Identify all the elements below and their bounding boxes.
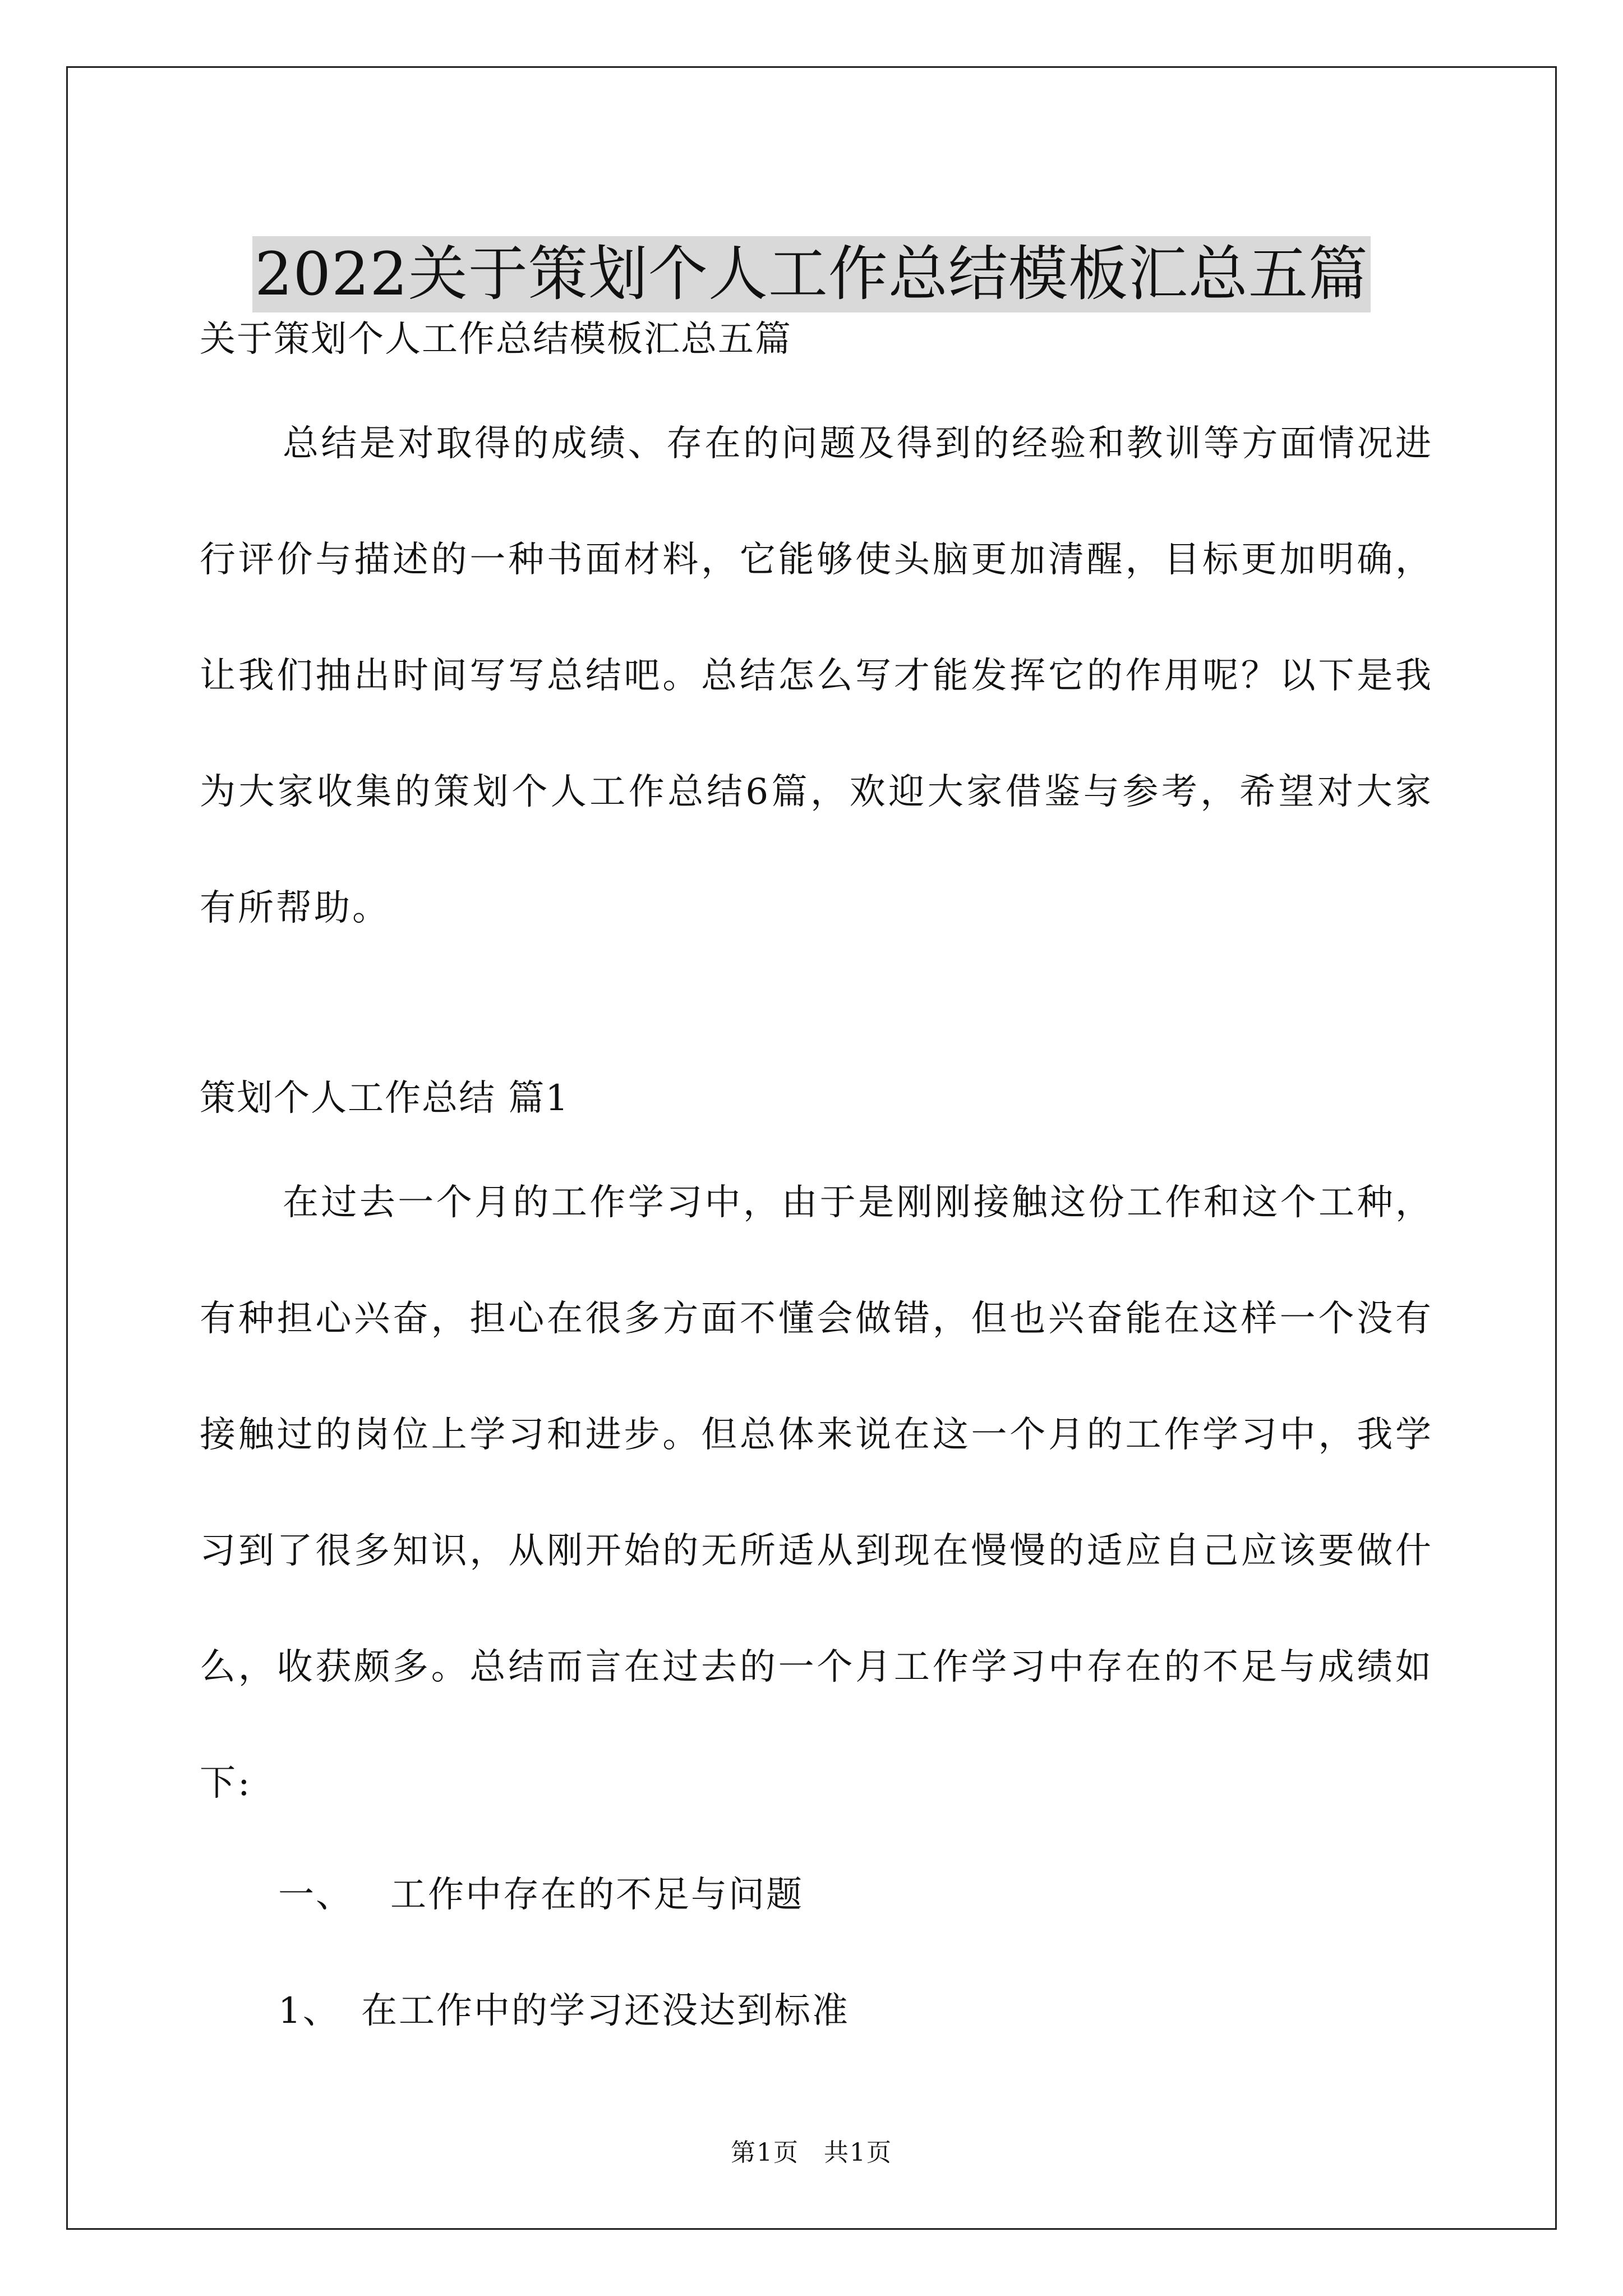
page-footer	[0, 2136, 1623, 2170]
page-number: 第1页	[731, 2138, 799, 2167]
list-item-text: 工作中存在的不足与问题	[390, 1874, 804, 1916]
document-subtitle: 关于策划个人工作总结模板汇总五篇	[200, 319, 792, 360]
list-marker: 1、	[278, 1990, 340, 2032]
page-total: 共1页	[824, 2138, 892, 2167]
intro-paragraph: 总结是对取得的成绩、存在的问题及得到的经验和教训等方面情况进行评价与描述的一种书面材料，它能够使头脑更加清醒，目标更加明确，让我们抽出时间写写总结吧。总结怎么写才能发挥它的作用呢？以下是我为大家收集的策划个人工作总结6篇，欢迎大家借鉴与参考，希望对大家有所帮助。	[200, 423, 1433, 929]
list-marker: 一、	[278, 1874, 353, 1916]
document-title: 2022关于策划个人工作总结模板汇总五篇	[252, 236, 1371, 312]
document-body	[200, 314, 1433, 2036]
list-item	[200, 1870, 1433, 1920]
list-item-text: 在工作中的学习还没达到标准	[361, 1990, 850, 2032]
list-item	[200, 1986, 1433, 2036]
section-paragraph: 在过去一个月的工作学习中，由于是刚刚接触这份工作和这个工种，有种担心兴奋，担心在很多方面不懂会做错，但也兴奋能在这样一个没有接触过的岗位上学习和进步。但总体来说在这一个月的工作学习中，我学习到了很多知识，从刚开始的无所适从到现在慢慢的适应自己应该要做什么，收获颇多。总结而言在过去的一个月工作学习中存在的不足与成绩如下:	[200, 1182, 1433, 1804]
section-heading: 策划个人工作总结 篇1	[200, 1078, 570, 1119]
